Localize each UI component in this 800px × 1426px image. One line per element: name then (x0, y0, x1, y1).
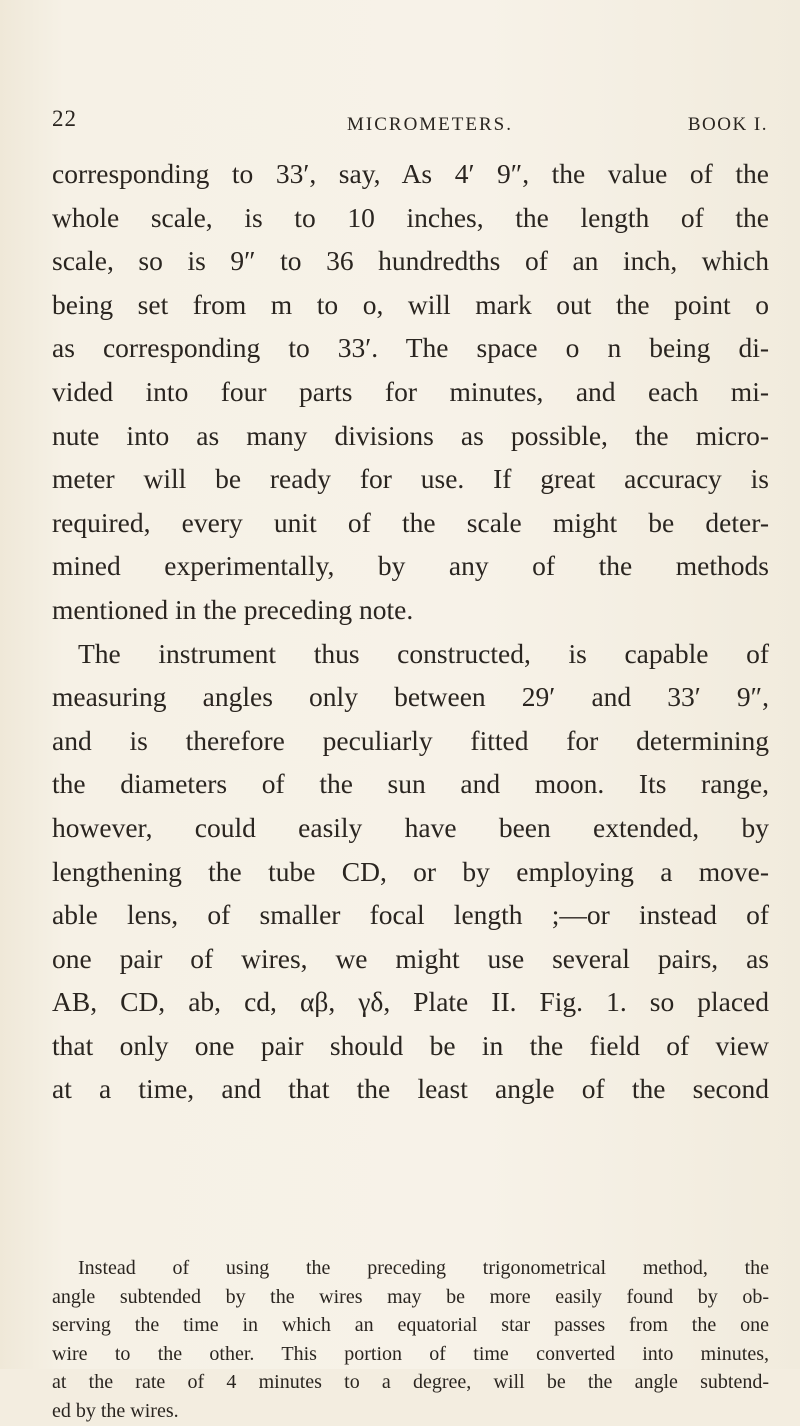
text-line: at a time, and that the least angle of the second (52, 1073, 769, 1105)
text-line: being set from m to o, will mark out the point o (52, 288, 769, 320)
footnote-line: serving the time in which an equatorial star passes from the one (52, 1314, 769, 1337)
text-line: measuring angles only between 29′ and 33′ 9″, (52, 681, 769, 713)
text-line: required, every unit of the scale might be deter- (52, 506, 769, 538)
text-line: mined experimentally, by any of the methods (52, 550, 769, 582)
book-label: BOOK I. (687, 114, 768, 135)
text-line: The instrument thus constructed, is capable of (78, 637, 769, 669)
chapter-title: MICROMETERS. (347, 114, 513, 135)
footnote-line: wire to the other. This portion of time converted into minutes, (52, 1342, 769, 1365)
page-number: 22 (52, 106, 77, 131)
text-line: able lens, of smaller focal length ;—or instead of (52, 899, 769, 931)
text-line: vided into four parts for minutes, and each mi- (52, 375, 769, 407)
text-line: mentioned in the preceding note. (52, 593, 414, 625)
running-head (52, 106, 768, 140)
footnote-line: at the rate of 4 minutes to a degree, will be the angle subtend- (52, 1371, 769, 1394)
text-line: meter will be ready for use. If great accuracy is (52, 463, 769, 495)
text-line: as corresponding to 33′. The space o n being di- (52, 332, 769, 364)
text-line: corresponding to 33′, say, As 4′ 9″, the value of the (52, 158, 769, 189)
footnote (52, 1254, 769, 1426)
text-line: and is therefore peculiarly fitted for determining (52, 724, 769, 756)
text-line: nute into as many divisions as possible, the micro- (52, 419, 769, 451)
text-line: lengthening the tube CD, or by employing a move- (52, 855, 769, 887)
text-line: whole scale, is to 10 inches, the length of the (52, 201, 769, 233)
text-line: one pair of wires, we might use several pairs, as (52, 942, 769, 974)
text-line: AB, CD, ab, cd, αβ, γδ, Plate II. Fig. 1. so placed (52, 986, 769, 1018)
text-line: however, could easily have been extended, by (52, 811, 769, 843)
text-line: scale, so is 9″ to 36 hundredths of an inch, which (52, 245, 769, 277)
footnote-line: ed by the wires. (52, 1399, 179, 1422)
text-line: that only one pair should be in the field of view (52, 1029, 769, 1061)
footnote-line: angle subtended by the wires may be more easily found by ob- (52, 1285, 769, 1308)
main-text (52, 152, 769, 1111)
text-line: the diameters of the sun and moon. Its range, (52, 768, 769, 800)
footnote-line: Instead of using the preceding trigonometrical method, the (78, 1257, 769, 1279)
